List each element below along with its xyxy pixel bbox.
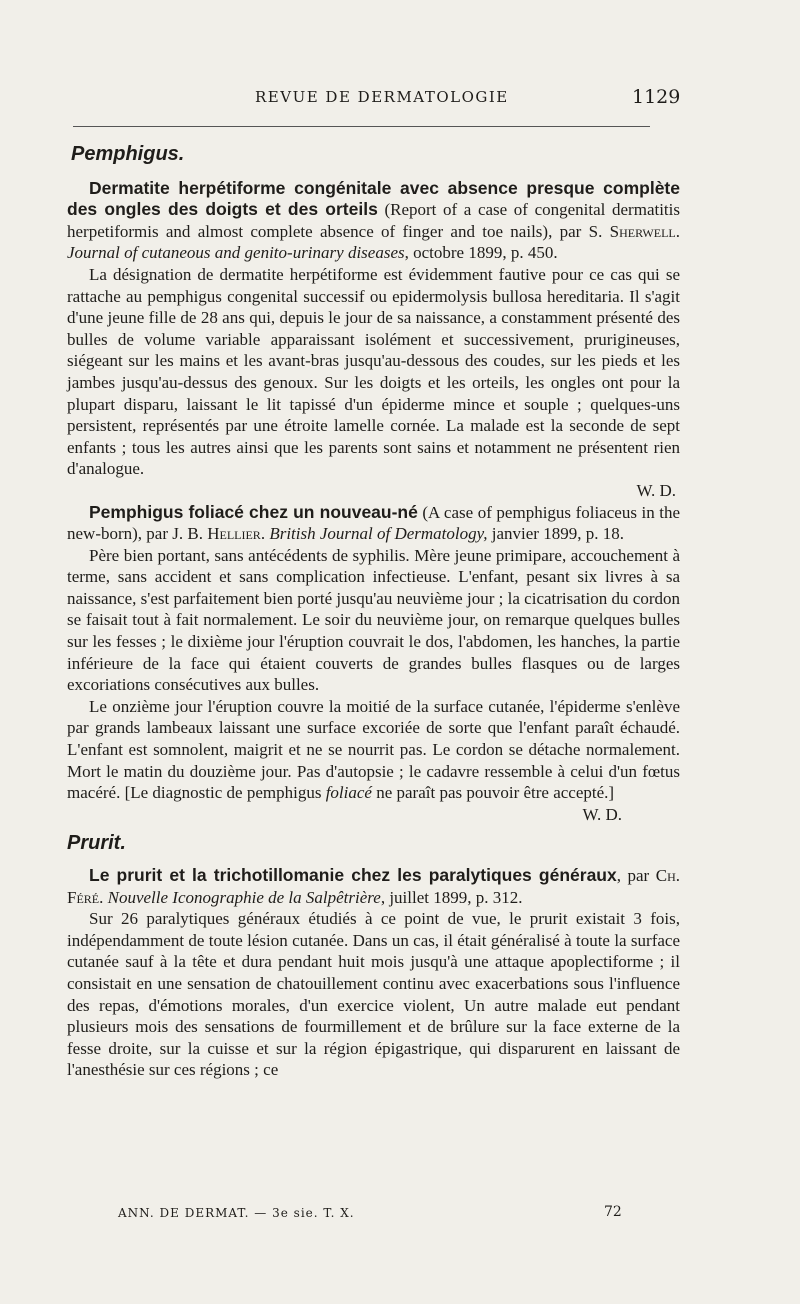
citation-text: , par <box>616 866 656 885</box>
citation-text: . <box>675 221 680 241</box>
entry-title: Le prurit et la trichotillomanie chez les paralytiques généraux <box>89 865 617 885</box>
journal-name: Journal of cutaneous and genito-urinary diseases <box>67 243 405 263</box>
section-title-prurit: Prurit. <box>67 832 126 855</box>
citation-text: (Report of a case of congenital dermatitis herpetiformis and almost complete absence of finger and toe nails), par S. <box>67 200 680 241</box>
sheet-number: 72 <box>604 1204 622 1220</box>
author-signature: W. D. <box>636 480 676 500</box>
running-head: REVUE DE DERMATOLOGIE <box>255 88 509 106</box>
entry-citation <box>67 502 680 545</box>
citation-text: . <box>260 524 270 544</box>
citation-text: , juillet 1899, p. 312. <box>380 887 523 907</box>
journal-name: British Journal of Dermatology, <box>269 524 488 544</box>
entry-title: Dermatite herpétiforme congénitale avec absence presque complète des ongles des doigts et des orteils <box>67 177 680 220</box>
author-name: Hellier <box>207 524 261 544</box>
citation-text: (A case of pemphigus foliaceus in the new-born), par J. B. <box>67 502 680 544</box>
body-text: Le onzième jour l'éruption couvre la moitié de la surface cutanée, l'épiderme s'enlève par grands lambeaux laissant une surface excoriée de sorte que l'enfant paraît échaudé. L'enfant est somnolent, maigrit et ne se nourrit pas. Le cordon se détache normalement. Mort le matin du douzième jour. Pas d'autopsie ; le cadavre ressemble à celui d'un fœtus macéré. [Le diagnostic de pemphigus <box>67 696 680 803</box>
entry-title: Pemphigus foliacé chez un nouveau-né <box>89 501 418 522</box>
citation-text: . <box>99 887 108 907</box>
entry-body: La désignation de dermatite herpétiforme est évidemment fautive pour ce cas qui se rattache au pemphigus congenital successif ou epidermolysis bullosa hereditaria. Il s'agit d'une jeune fille de 28 ans qui, depuis le jour de sa naissance, a constamment présenté des bulles de volume variable apparaissant isolément et successivement, prurigineuses, siégeant sur les mains et les avant-bras jusqu'au-dessous des coudes, sur les pieds et les jambes jusqu'au-dessus des genoux. Sur les doigts et les orteils, les ongles ont pour la plupart disparu, laissant le lit tapissé d'un épiderme mince et souple ; quelques-uns persistent, représentés par une étroite lamelle cornée. La malade est la seconde de sept enfants ; tous les autres ainsi que les parents sont sains et notamment ne présentent rien d'analogue. <box>67 264 680 479</box>
entry-citation <box>67 178 680 264</box>
citation-text: janvier 1899, p. 18. <box>487 524 624 544</box>
author-name: Sherwell <box>609 221 676 241</box>
body-text: ne paraît pas pouvoir être accepté.] <box>371 783 615 803</box>
citation-text: , octobre 1899, p. 450. <box>404 243 558 263</box>
entry-body <box>67 696 680 804</box>
entry-body: Père bien portant, sans antécédents de syphilis. Mère jeune primipare, accouchement à terme, sans accident et sans complication infectieuse. L'enfant, pesant six livres à sa naissance, s'est parfaitement bien porté jusqu'au neuvième jour ; la cicatrisation du cordon se faisait tout à fait normalement. Le soir du neuvième jour, on remarque quelques bulles sur les fesses ; le dixième jour l'éruption couvrait le dos, l'abdomen, les hanches, la partie inférieure de la face qui étaient couverts de grandes bulles flasques ou de larges excoriations consécutives aux bulles. <box>67 545 680 695</box>
page-number: 1129 <box>632 86 681 108</box>
author-signature: W. D. <box>582 804 622 824</box>
footer-signature-line: ANN. DE DERMAT. — 3e sie. T. X. <box>118 1206 355 1220</box>
section-title-pemphigus: Pemphigus. <box>71 143 185 165</box>
italic-term: foliacé <box>325 783 372 803</box>
author-name: Ch. Féré <box>67 866 680 907</box>
entry-body: Sur 26 paralytiques généraux étudiés à ce point de vue, le prurit existait 3 fois, indépendamment de toute lésion cutanée. Dans un cas, il était généralisé à toute la surface cutanée sauf à la tête et dura pendant huit mois jusqu'à une attaque apoplectiforme ; il consistait en une sensation de chatouillement continu avec exacerbations sous l'influence des repas, d'émotions morales, d'un exercice violent, Un autre malade eut pendant plusieurs mois des sensations de fourmillement et de brûlure sur la face externe de la fesse droite, sur la cuisse et sur la région épigastrique, qui disparurent en laissant de l'anesthésie sur ces régions ; ce <box>67 909 680 1080</box>
entry-citation <box>67 865 680 908</box>
header-rule <box>73 126 650 127</box>
journal-name: Nouvelle Iconographie de la Salpêtrière <box>107 887 381 907</box>
main-text <box>67 144 680 1081</box>
